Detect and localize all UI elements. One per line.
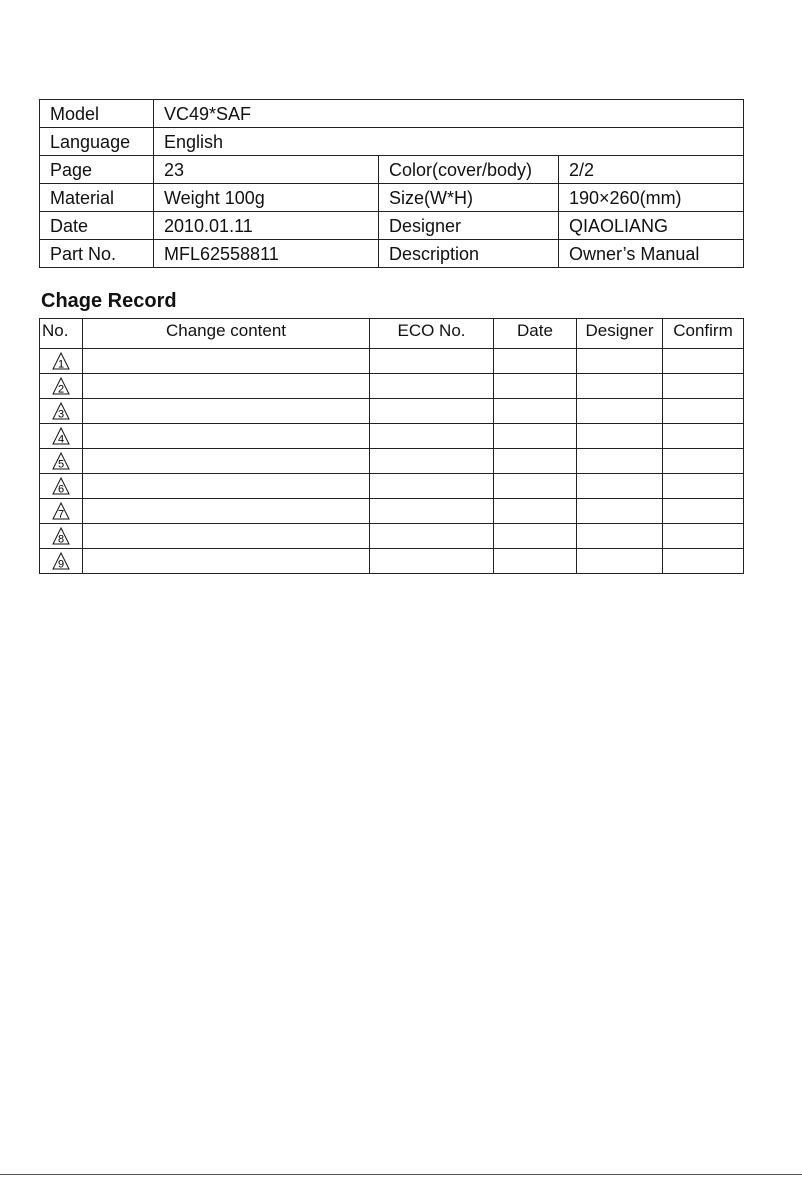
change-content-cell <box>83 374 370 399</box>
language-value: English <box>154 128 744 156</box>
spec-row-date <box>40 212 744 240</box>
header-no: No. <box>40 319 83 349</box>
spec-row-part <box>40 240 744 268</box>
designer-cell <box>577 474 663 499</box>
part-label: Part No. <box>40 240 154 268</box>
change-content-cell <box>83 549 370 574</box>
header-change-content: Change content <box>83 319 370 349</box>
designer-value: QIAOLIANG <box>559 212 744 240</box>
revision-number: 7 <box>57 508 65 520</box>
designer-cell <box>577 449 663 474</box>
revision-cell <box>40 499 83 524</box>
revision-cell <box>40 374 83 399</box>
date-cell <box>494 474 577 499</box>
date-cell <box>494 549 577 574</box>
eco-no-cell <box>370 524 494 549</box>
date-cell <box>494 424 577 449</box>
designer-cell <box>577 549 663 574</box>
revision-cell <box>40 349 83 374</box>
change-record-title: Chage Record <box>41 290 177 312</box>
revision-number: 2 <box>57 383 65 395</box>
confirm-cell <box>663 449 744 474</box>
designer-cell <box>577 399 663 424</box>
size-value: 190×260(mm) <box>559 184 744 212</box>
revision-triangle-icon <box>52 502 70 520</box>
change-record-table <box>39 318 744 574</box>
table-row <box>40 424 744 449</box>
material-label: Material <box>40 184 154 212</box>
eco-no-cell <box>370 349 494 374</box>
date-label: Date <box>40 212 154 240</box>
change-content-cell <box>83 399 370 424</box>
date-cell <box>494 399 577 424</box>
size-label: Size(W*H) <box>379 184 559 212</box>
description-value: Owner’s Manual <box>559 240 744 268</box>
revision-cell <box>40 449 83 474</box>
color-label: Color(cover/body) <box>379 156 559 184</box>
color-value: 2/2 <box>559 156 744 184</box>
change-content-cell <box>83 349 370 374</box>
revision-cell <box>40 549 83 574</box>
change-content-cell <box>83 524 370 549</box>
revision-triangle-icon <box>52 452 70 470</box>
confirm-cell <box>663 424 744 449</box>
table-row <box>40 374 744 399</box>
confirm-cell <box>663 524 744 549</box>
revision-number: 3 <box>57 408 65 420</box>
revision-cell <box>40 524 83 549</box>
language-label: Language <box>40 128 154 156</box>
record-body <box>40 349 744 574</box>
spec-table <box>39 99 744 268</box>
table-row <box>40 449 744 474</box>
spec-row-page <box>40 156 744 184</box>
table-row <box>40 399 744 424</box>
designer-cell <box>577 524 663 549</box>
revision-number: 5 <box>57 458 65 470</box>
confirm-cell <box>663 499 744 524</box>
confirm-cell <box>663 399 744 424</box>
eco-no-cell <box>370 399 494 424</box>
revision-triangle-icon <box>52 377 70 395</box>
table-row <box>40 524 744 549</box>
designer-cell <box>577 349 663 374</box>
eco-no-cell <box>370 499 494 524</box>
table-row <box>40 499 744 524</box>
page-value: 23 <box>154 156 379 184</box>
eco-no-cell <box>370 549 494 574</box>
spec-row-material <box>40 184 744 212</box>
date-cell <box>494 449 577 474</box>
header-designer: Designer <box>577 319 663 349</box>
change-content-cell <box>83 474 370 499</box>
revision-number: 6 <box>57 483 65 495</box>
revision-cell <box>40 424 83 449</box>
date-cell <box>494 349 577 374</box>
spec-row-language <box>40 128 744 156</box>
revision-triangle-icon <box>52 352 70 370</box>
change-content-cell <box>83 499 370 524</box>
revision-number: 4 <box>57 433 65 445</box>
header-confirm: Confirm <box>663 319 744 349</box>
eco-no-cell <box>370 449 494 474</box>
revision-number: 9 <box>57 558 65 570</box>
table-row <box>40 349 744 374</box>
spec-row-model <box>40 100 744 128</box>
date-value: 2010.01.11 <box>154 212 379 240</box>
page-label: Page <box>40 156 154 184</box>
designer-cell <box>577 374 663 399</box>
model-label: Model <box>40 100 154 128</box>
revision-number: 1 <box>57 358 65 370</box>
table-row <box>40 474 744 499</box>
record-header-row <box>40 319 744 349</box>
confirm-cell <box>663 374 744 399</box>
designer-cell <box>577 424 663 449</box>
revision-triangle-icon <box>52 402 70 420</box>
material-value: Weight 100g <box>154 184 379 212</box>
eco-no-cell <box>370 374 494 399</box>
revision-cell <box>40 474 83 499</box>
date-cell <box>494 374 577 399</box>
designer-label: Designer <box>379 212 559 240</box>
revision-cell <box>40 399 83 424</box>
confirm-cell <box>663 349 744 374</box>
page-bottom-rule <box>0 1174 802 1175</box>
date-cell <box>494 499 577 524</box>
change-content-cell <box>83 424 370 449</box>
change-content-cell <box>83 449 370 474</box>
model-value: VC49*SAF <box>154 100 744 128</box>
confirm-cell <box>663 549 744 574</box>
eco-no-cell <box>370 474 494 499</box>
header-date: Date <box>494 319 577 349</box>
revision-triangle-icon <box>52 527 70 545</box>
part-value: MFL62558811 <box>154 240 379 268</box>
revision-triangle-icon <box>52 552 70 570</box>
revision-number: 8 <box>57 533 65 545</box>
table-row <box>40 549 744 574</box>
description-label: Description <box>379 240 559 268</box>
date-cell <box>494 524 577 549</box>
eco-no-cell <box>370 424 494 449</box>
header-eco-no: ECO No. <box>370 319 494 349</box>
confirm-cell <box>663 474 744 499</box>
designer-cell <box>577 499 663 524</box>
revision-triangle-icon <box>52 477 70 495</box>
revision-triangle-icon <box>52 427 70 445</box>
